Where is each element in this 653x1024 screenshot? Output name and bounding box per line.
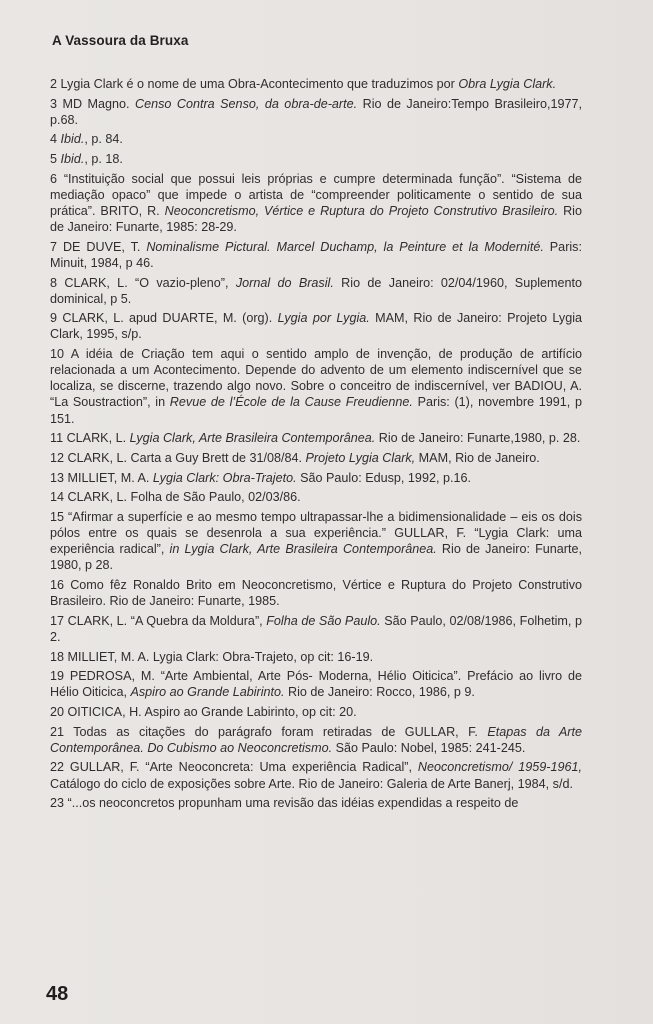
running-head: A Vassoura da Bruxa	[52, 33, 189, 48]
endnote-text: 7 DE DUVE, T.	[50, 239, 147, 254]
endnote-italic-text: Aspiro ao Grande Labirinto.	[130, 685, 285, 700]
endnote-text: 23 “...os neoconcretos propunham uma revisão das idéias expendidas a respeito de	[50, 796, 519, 811]
endnote-text: Rio de Janeiro: 02/04/1960, Suplemento dominical, p 5.	[50, 275, 583, 306]
endnote-text: 22 GULLAR, F. “Arte Neoconcreta: Uma experiência Radical”,	[50, 760, 418, 775]
endnote-text: , p. 84.	[84, 132, 123, 147]
endnote	[50, 613, 582, 645]
page-number: 48	[46, 983, 69, 1005]
endnote-text: Rio de Janeiro: Funarte,1980, p. 28.	[375, 431, 581, 446]
endnote	[50, 275, 582, 307]
endnote	[50, 310, 582, 342]
endnote-italic-text: Nominalisme Pictural. Marcel Duchamp, la Peinture et la Modernité.	[146, 239, 544, 254]
endnote-text: 14 CLARK, L. Folha de São Paulo, 02/03/86.	[50, 490, 301, 505]
endnote-text: Rio de Janeiro: Funarte, 1980, p 28.	[50, 542, 583, 573]
endnote-italic-text: Projeto Lygia Clark,	[305, 450, 416, 465]
endnotes-list	[50, 76, 582, 815]
endnote-italic-text: Ibid.	[60, 132, 85, 147]
endnote	[50, 171, 582, 235]
endnote-italic-text: Neoconcretismo, Vértice e Ruptura do Projeto Construtivo Brasileiro.	[164, 204, 559, 219]
endnote-italic-text: Etapas da Arte Contemporânea. Do Cubismo ao Neoconcretismo.	[50, 724, 582, 755]
endnote-text: Paris: Minuit, 1984, p 46.	[50, 239, 582, 270]
endnote	[50, 724, 582, 756]
endnote-italic-text: Lygia Clark: Obra-Trajeto.	[152, 470, 297, 485]
endnote	[50, 577, 582, 609]
endnote-text: 5	[50, 152, 61, 167]
endnote-text: São Paulo: Edusp, 1992, p.16.	[296, 470, 471, 485]
endnote-text: São Paulo, 02/08/1986, Folhetim, p 2.	[50, 613, 583, 644]
endnote-text: Paris: (1), novembre 1991, p 151.	[50, 395, 582, 426]
endnote	[50, 649, 582, 665]
endnote-text: 18 MILLIET, M. A. Lygia Clark: Obra-Trajeto, op cit: 16-19.	[50, 649, 374, 664]
endnote	[50, 76, 582, 92]
endnote-text: Rio de Janeiro: Rocco, 1986, p 9.	[284, 685, 475, 700]
endnote-text: MAM, Rio de Janeiro: Projeto Lygia Clark, 1995, s/p.	[50, 311, 582, 342]
endnote-text: 11 CLARK, L.	[50, 431, 130, 446]
endnote-text: 13 MILLIET, M. A.	[50, 470, 153, 485]
endnote-italic-text: Folha de São Paulo.	[266, 613, 381, 628]
endnote	[50, 239, 582, 271]
endnote	[50, 470, 582, 486]
endnote	[50, 430, 582, 446]
endnote	[50, 509, 582, 573]
endnote	[50, 151, 582, 167]
endnote-text: 9 CLARK, L. apud DUARTE, M. (org).	[50, 311, 278, 326]
endnote	[50, 131, 582, 147]
endnote	[50, 668, 582, 700]
endnote-text: 12 CLARK, L. Carta a Guy Brett de 31/08/84.	[50, 450, 306, 465]
endnote-italic-text: Lygia por Lygia.	[277, 311, 370, 326]
endnote-text: São Paulo: Nobel, 1985: 241-245.	[332, 740, 526, 755]
endnote-text: 21 Todas as citações do parágrafo foram retiradas de GULLAR, F.	[50, 724, 488, 739]
endnote	[50, 346, 582, 426]
endnote	[50, 704, 582, 720]
endnote	[50, 489, 582, 505]
endnote-text: , p. 18.	[84, 152, 123, 167]
endnote-text: 3 MD Magno.	[50, 96, 136, 111]
endnote-italic-text: Neoconcretismo/ 1959-1961,	[417, 760, 583, 775]
endnote-italic-text: in Lygia Clark, Arte Brasileira Contemporânea.	[169, 542, 437, 557]
endnote-italic-text: Censo Contra Senso, da obra-de-arte.	[135, 96, 358, 111]
endnote-text: 10 A idéia de Criação tem aqui o sentido amplo de invenção, de produção de artifício relacionada a um Acontecimento. Depende do advento de um elemento indiscernível que se localiza, se discerne, trazendo algo novo. Sobre o conceitro de indiscernível, ver BADIOU, A. “La Soustraction”, in	[50, 347, 582, 410]
endnote-text: Rio de Janeiro: Funarte, 1985: 28-29.	[50, 204, 582, 235]
endnote-italic-text: Obra Lygia Clark.	[458, 77, 557, 91]
endnote-italic-text: Ibid.	[60, 152, 85, 167]
endnote-text: 6 “Instituição social que possui leis próprias e cumpre determinada função”. “Sistema de mediação opaco” que impede o artista de “compreender politicamente o sentido de sua prática”. BRITO, R.	[50, 171, 582, 219]
endnote-text: 20 OITICICA, H. Aspiro ao Grande Labirinto, op cit: 20.	[50, 704, 357, 719]
endnote-italic-text: Lygia Clark, Arte Brasileira Contemporânea.	[129, 431, 376, 446]
endnote	[50, 795, 582, 811]
endnote-italic-text: Revue de l’École de la Cause Freudienne.	[169, 395, 413, 410]
endnote-text: Catálogo do ciclo de exposições sobre Arte. Rio de Janeiro: Galeria de Arte Banerj, 1984, s/d.	[50, 776, 573, 791]
endnote-text: 4	[50, 132, 61, 147]
endnote	[50, 450, 582, 466]
endnote-text: Rio de Janeiro:Tempo Brasileiro,1977, p.68.	[50, 96, 583, 127]
endnote	[50, 96, 582, 128]
endnote-text: 19 PEDROSA, M. “Arte Ambiental, Arte Pós- Moderna, Hélio Oiticica”. Prefácio ao livro de Hélio Oiticica,	[50, 669, 582, 700]
endnote-italic-text: Jornal do Brasil.	[235, 275, 334, 290]
endnote-text: 15 “Afirmar a superfície e ao mesmo tempo ultrapassar-lhe a bidimensionalidade – eis os dois pólos entre os quais se desenrola a sua experiência.” GULLAR, F. “Lygia Clark: uma experiência radical”,	[50, 509, 582, 557]
endnote-text: 17 CLARK, L. “A Quebra da Moldura”,	[50, 613, 267, 628]
endnote-text: 2 Lygia Clark é o nome de uma Obra-Acontecimento que traduzimos por	[50, 77, 459, 91]
endnote-text: 8 CLARK, L. “O vazio-pleno”,	[50, 275, 236, 290]
endnote	[50, 759, 582, 791]
endnote-text: 16 Como fêz Ronaldo Brito em Neoconcretismo, Vértice e Ruptura do Projeto Construtivo Brasileiro. Rio de Janeiro: Funarte, 1985.	[50, 577, 582, 609]
endnote-text: MAM, Rio de Janeiro.	[415, 450, 540, 465]
